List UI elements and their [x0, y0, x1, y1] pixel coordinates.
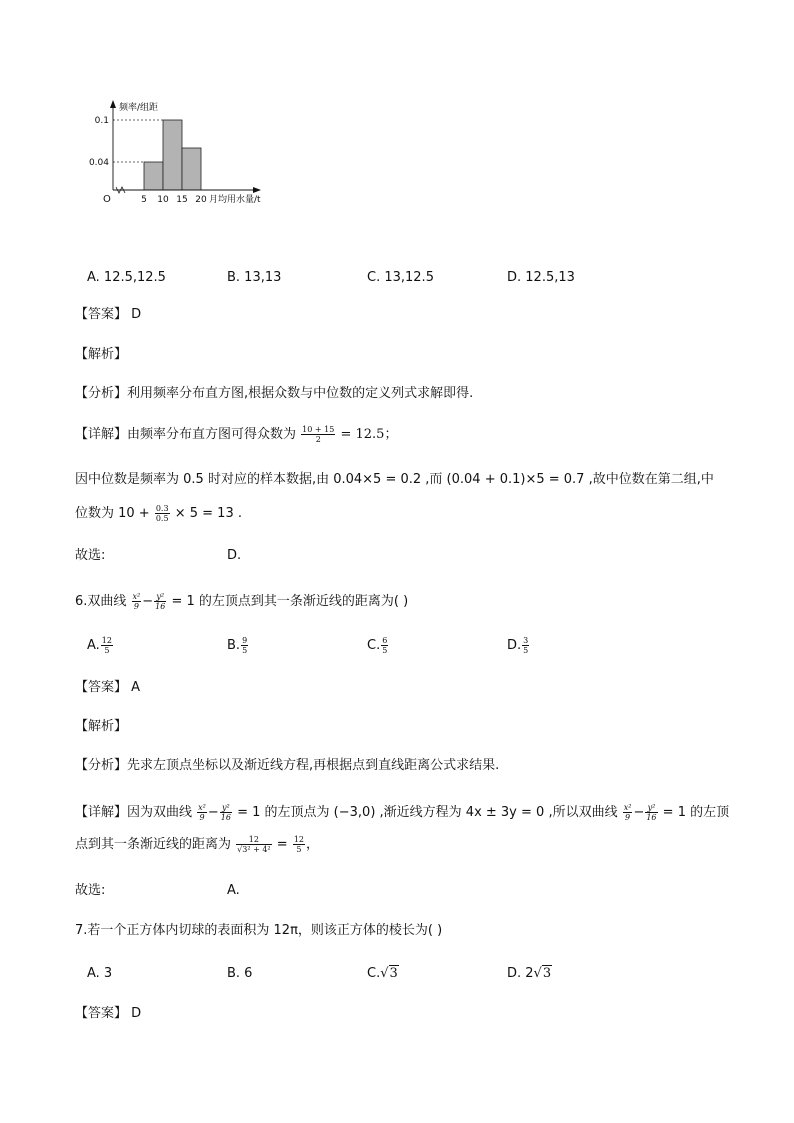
opt-label: B.	[227, 638, 241, 653]
distance-post: ，	[306, 837, 320, 852]
q6-choose-value: A.	[227, 883, 240, 898]
frac-num: y²	[645, 803, 657, 813]
opt-label: D.	[507, 638, 522, 653]
frac-den: 5	[296, 845, 302, 854]
histogram-bar	[144, 162, 163, 190]
frac-num: 0.3	[155, 504, 169, 513]
answer-value: D	[131, 307, 142, 322]
histogram-bar	[163, 120, 182, 190]
distance-pre: 点到其一条渐近线的距离为	[75, 837, 232, 852]
y-axis-arrow	[110, 100, 116, 108]
q6-option-d	[507, 636, 530, 655]
frac-num: 3	[523, 636, 529, 645]
q6-stem: 6.双曲线 $\frac{\text{x²}}{9}$ − $\frac{\text{y²}}{16}$ = 1 的左顶点到其一条渐近线的距离为( )	[75, 592, 409, 611]
frac-num: 9	[242, 636, 248, 645]
mode-result: = 12.5；	[340, 427, 398, 442]
q6-choose-label: 故选:	[75, 883, 106, 898]
analysis-tag: 【分析】	[75, 758, 128, 773]
frac-num: x²	[132, 592, 141, 601]
opt-label: C.	[367, 638, 381, 653]
median-fraction	[155, 504, 170, 523]
q6-option-a	[87, 636, 114, 655]
y2-over-16	[154, 592, 166, 611]
frac-den: 9	[199, 813, 205, 822]
frac-den: 16	[155, 602, 166, 611]
opt-label: A.	[87, 638, 100, 653]
y-axis-label: 频率/组距	[119, 103, 159, 113]
x-tick-label: 10	[157, 195, 169, 205]
q7-option-a: A. 3	[87, 966, 113, 981]
q6-stem-post: = 1 的左顶点到其一条渐近线的距离为( )	[171, 594, 409, 609]
frac-den: 5	[242, 646, 248, 655]
q5-analysis	[75, 385, 473, 403]
q5-jiexi-heading: 【解析】	[75, 347, 128, 362]
frac-num: y²	[154, 592, 166, 602]
x2-over-9	[132, 592, 142, 611]
distance-eq: =	[276, 837, 288, 852]
mode-fraction	[301, 425, 335, 444]
frac-den: 9	[133, 602, 139, 611]
opt-label: C.	[367, 966, 381, 981]
q5-choose-label: 故选:	[75, 548, 106, 563]
q5-option-a: A. 12.5,12.5	[87, 270, 166, 285]
opt-fraction	[241, 636, 248, 655]
detail-tag: 【详解】	[75, 805, 128, 820]
histogram-bar	[182, 148, 201, 190]
frac-num: x²	[198, 803, 206, 812]
q5-detail-line2: 因中位数是频率为 0.5 时对应的样本数据,由 0.04×5 = 0.2 ,而 (0.04 + 0.1)×5 = 0.7 ,故中位数在第二组,中	[75, 472, 714, 487]
answer-tag: 【答案】	[75, 307, 128, 322]
analysis-tag: 【分析】	[75, 386, 128, 401]
x2-over-9	[623, 803, 633, 822]
q7-answer	[75, 1005, 141, 1023]
detail-text-2: = 1 的左顶点为 (−3,0) ,渐近线方程为 4x ± 3y = 0 ,所以双曲线	[237, 805, 618, 820]
y2-over-16	[645, 803, 657, 822]
x-tick-label: 5	[141, 195, 147, 205]
q6-option-b	[227, 636, 249, 655]
q6-jiexi-heading: 【解析】	[75, 719, 128, 734]
frac-den: 0.5	[155, 514, 169, 523]
q6-answer	[75, 679, 140, 697]
q5-answer	[75, 306, 141, 324]
opt-label: D. 2	[507, 966, 534, 981]
distance-result	[293, 835, 305, 854]
q6-detail-line2	[75, 835, 319, 854]
median-pre: 位数为 10 +	[75, 506, 150, 521]
q5-option-b: B. 13,13	[227, 270, 282, 285]
frac-den: 5	[523, 646, 529, 655]
frac-den: 5	[382, 646, 388, 655]
answer-value: D	[131, 1006, 142, 1021]
frac-num: x²	[623, 803, 632, 812]
q6-option-c	[367, 636, 389, 655]
frac-den: 16	[220, 813, 231, 822]
q6-analysis	[75, 757, 499, 775]
q5-option-c: C. 13,12.5	[367, 270, 434, 285]
x-axis-arrow	[253, 187, 261, 193]
analysis-text: 先求左顶点坐标以及渐近线方程,再根据点到直线距离公式求结果.	[127, 758, 500, 773]
answer-value: A	[131, 680, 141, 695]
x-tick-label: 15	[176, 195, 188, 205]
frac-num: 6	[382, 636, 388, 645]
q5-detail-line1	[75, 425, 397, 444]
opt-fraction	[381, 636, 388, 655]
q5-detail-line3	[75, 504, 242, 523]
q6-stem-pre: 6.双曲线	[75, 594, 127, 609]
frac-num: 10 + 15	[302, 425, 335, 434]
answer-tag: 【答案】	[75, 680, 128, 695]
radicand: 3	[542, 966, 552, 981]
frac-den: 9	[625, 813, 631, 822]
analysis-text: 利用频率分布直方图,根据众数与中位数的定义列式求解即得.	[127, 386, 474, 401]
q7-option-b: B. 6	[227, 966, 253, 981]
median-post: × 5 = 13 .	[174, 506, 242, 521]
y-tick-label: 0.04	[88, 158, 109, 168]
q5-choose-value: D.	[227, 548, 242, 563]
frac-den: 5	[104, 646, 110, 655]
frac-den: √3² + 4²	[237, 845, 271, 854]
detail-tag: 【详解】	[75, 427, 128, 442]
frequency-histogram	[80, 96, 340, 211]
opt-fraction	[522, 636, 529, 655]
radicand: 3	[389, 966, 398, 981]
y2-over-16	[220, 803, 232, 822]
axis-break	[116, 187, 125, 193]
x2-over-9	[197, 803, 207, 822]
frac-num: y²	[220, 803, 232, 813]
x-tick-label: 20	[195, 195, 207, 205]
q7-option-c: C.√3	[367, 966, 398, 981]
frac-num: 12	[236, 835, 271, 845]
frac-num: 12	[293, 835, 305, 844]
q5-option-d: D. 12.5,13	[507, 270, 575, 285]
distance-fraction	[236, 835, 271, 854]
frac-num: 12	[101, 636, 112, 645]
detail-text: 由频率分布直方图可得众数为	[127, 427, 297, 442]
detail-text-3: = 1 的左顶	[662, 805, 730, 820]
q7-option-d: D. 2√3	[507, 966, 552, 981]
x-axis-label: 月均用水量/t	[209, 195, 261, 205]
frac-den: 16	[646, 813, 657, 822]
opt-fraction	[101, 636, 113, 655]
y-tick-label: 0.1	[94, 116, 109, 126]
frac-den: 2	[315, 435, 321, 444]
origin-label: O	[103, 194, 111, 205]
q6-detail-line1: 【详解】因为双曲线 $\frac{\text{x²}}{9}$ − $\frac{\text{y²}}{16}$ = 1 的左顶点为 (−3,0) ,渐近线方程为 4x ± 3y = 0 ,所以双曲线 $\frac{\text{x²}}{9}$ − $\frac{\text{y²}}{16}$ = 1 的左顶	[75, 803, 730, 822]
detail-text: 因为双曲线	[127, 805, 193, 820]
q7-stem: 7.若一个正方体内切球的表面积为 12π，则该正方体的棱长为( )	[75, 923, 443, 938]
answer-tag: 【答案】	[75, 1006, 128, 1021]
